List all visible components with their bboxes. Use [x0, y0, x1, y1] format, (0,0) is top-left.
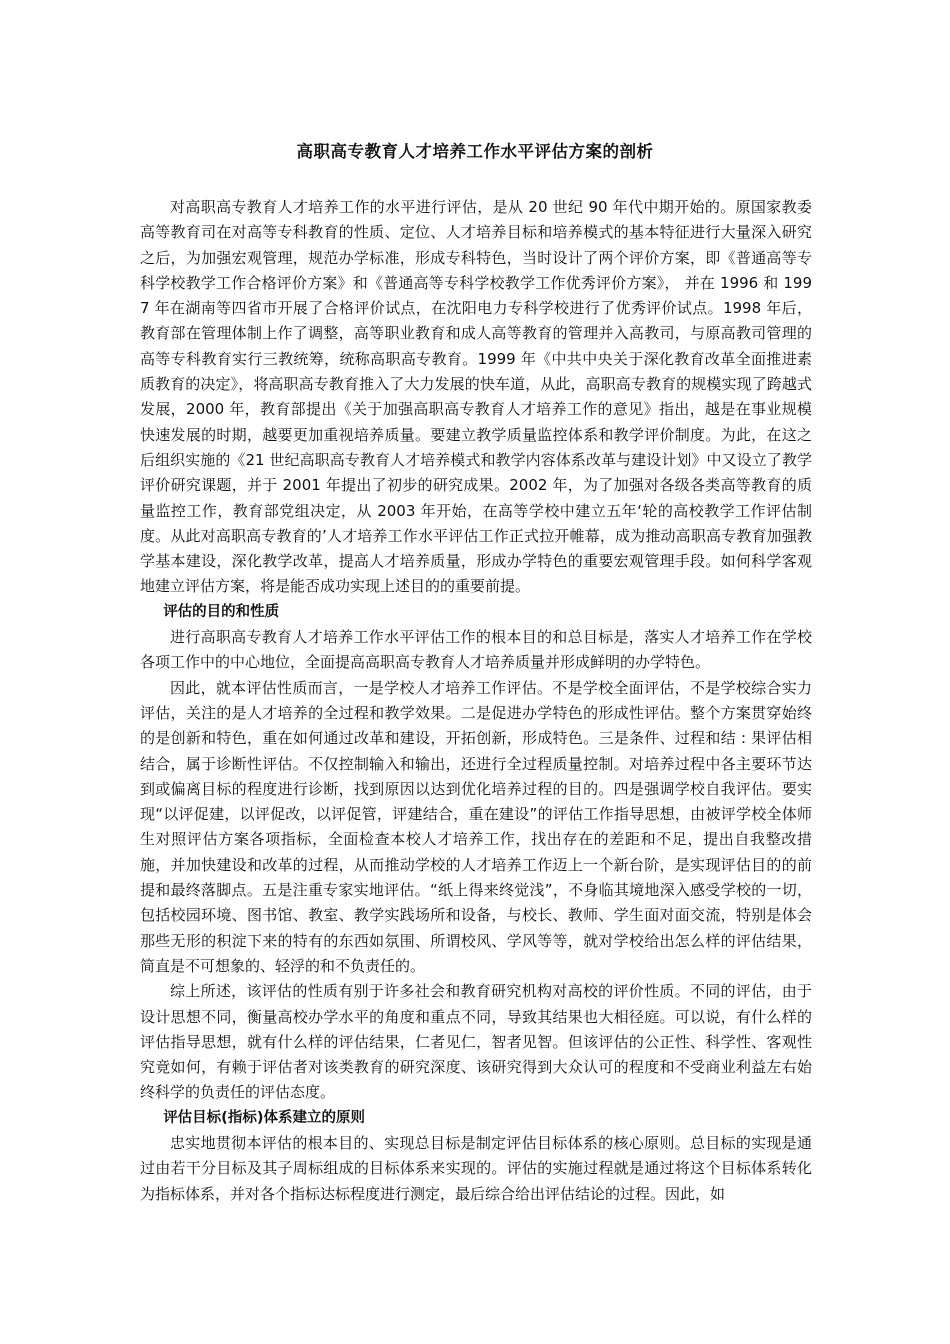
- document-body: [140, 195, 812, 1207]
- paragraph-principles: 忠实地贯彻本评估的根本目的、实现总目标是制定评估目标体系的核心原则。总目标的实现是通过由若干分目标及其子周标组成的目标体系来实现的。评估的实施过程就是通过将这个目标体系转化为指标体系，并对各个指标达标程度进行测定，最后综合给出评估结论的过程。因此，如: [140, 1133, 812, 1203]
- paragraph-purpose: 进行高职高专教育人才培养工作水平评估工作的根本目的和总目标是，落实人才培养工作在学校各项工作中的中心地位，全面提高高职高专教育人才培养质量并形成鲜明的办学特色。: [140, 628, 812, 672]
- paragraph-intro: 对高职高专教育人才培养工作的水平进行评估，是从 20 世纪 90 年代中期开始的。原国家教委高等教育司在对高等专科教育的性质、定位、人才培养目标和培养模式的基本特征进行大量深入研究之后，为加强宏观管理，规范办学标准，形成专科特色，当时设计了两个评价方案，即《普通高等专科学校教学工作合格评价方案》和《普通高等专科学校教学工作优秀评价方案》， 并在 1996 和 1997 年在湖南等四省市开展了合格评价试点，在沈阳电力专科学校进行了优秀评价试点。1998 年后，教育部在管理体制上作了调整，高等职业教育和成人高等教育的管理并入高教司，与原高教司管理的高等专科教育实行三教统筹，统称高职高专教育。1999 年《中共中央关于深化教育改革全面推进素质教育的决定》，将高职高专教育推入了大力发展的快车道，从此，高职高专教育的规模实现了跨越式发展，2000 年，教育部提出《关于加强高职高专教育人才培养工作的意见》指出，越是在事业规模快速发展的时期，越要更加重视培养质量。要建立教学质量监控体系和教学评价制度。为此，在这之后组织实施的《21 世纪高职高专教育人才培养模式和教学内容体系改革与建设计划》中又设立了教学评价研究课题，并于 2001 年提出了初步的研究成果。2002 年，为了加强对各级各类高等教育的质量监控工作，教育部党组决定，从 2003 年开始，在高等学校中建立五年‘轮的高校教学工作评估制度。从此对高职高专教育的’人才培养工作水平评估工作正式拉开帷幕，成为推动高职高专教育加强教学基本建设，深化教学改革，提高人才培养质量，形成办学特色的重要宏观管理手段。如何科学客观地建立评估方案，将是能否成功实现上述目的的重要前提。: [140, 198, 812, 596]
- paragraph-summary: 综上所述，该评估的性质有别于许多社会和教育研究机构对高校的评价性质。不同的评估，由于设计思想不同，衡量高校办学水平的角度和重点不同，导致其结果也大相径庭。可以说，有什么样的评估指导思想，就有什么样的评估结果，仁者见仁，智者见智。但该评估的公正性、科学性、客观性究竟如何，有赖于评估者对该类教育的研究深度、该研究得到大众认可的程度和不受商业利益左右始终科学的负责任的评估态度。: [140, 982, 812, 1102]
- section-heading-principles: 评估目标(指标)体系建立的原则: [163, 1109, 365, 1126]
- paragraph-nature: 因此，就本评估性质而言，一是学校人才培养工作评估。不是学校全面评估，不是学校综合实力评估，关注的是人才培养的全过程和教学效果。二是促进办学特色的形成性评估。整个方案贯穿始终的是创新和特色，重在如何通过改革和建设，开拓创新，形成特色。三是条件、过程和结 : 果评估相结合，属于诊断性评估。不仅控制输入和输出，还进行全过程质量控制。对培养过程中各主要环节达到或偏离目标的程度进行诊断，找到原因以达到优化培养过程的目的。四是强调学校自我评估。要实现“以评促建，以评促改，以评促管，评建结合，重在建设”的评估工作指导思想，由被评学校全体师生对照评估方案各项指标，全面检查本校人才培养工作，找出存在的差距和不足，提出自我整改措施，并加快建设和改革的过程，从而推动学校的人才培养工作迈上一个新台阶，是实现评估目的的前提和最终落脚点。五是注重专家实地评估。“纸上得来终觉浅”，不身临其境地深入感受学校的一切，包括校园环境、图书馆、教室、教学实践场所和设备，与校长、教师、学生面对面交流，特别是体会那些无形的积淀下来的特有的东西如氛围、所谓校风、学风等等，就对学校给出怎么样的评估结果，简直是不可想象的、轻浮的和不负责任的。: [140, 678, 812, 975]
- section-heading-purpose: 评估的目的和性质: [163, 603, 280, 620]
- page-title: 高职高专教育人才培养工作水平评估方案的剖析: [296, 142, 654, 161]
